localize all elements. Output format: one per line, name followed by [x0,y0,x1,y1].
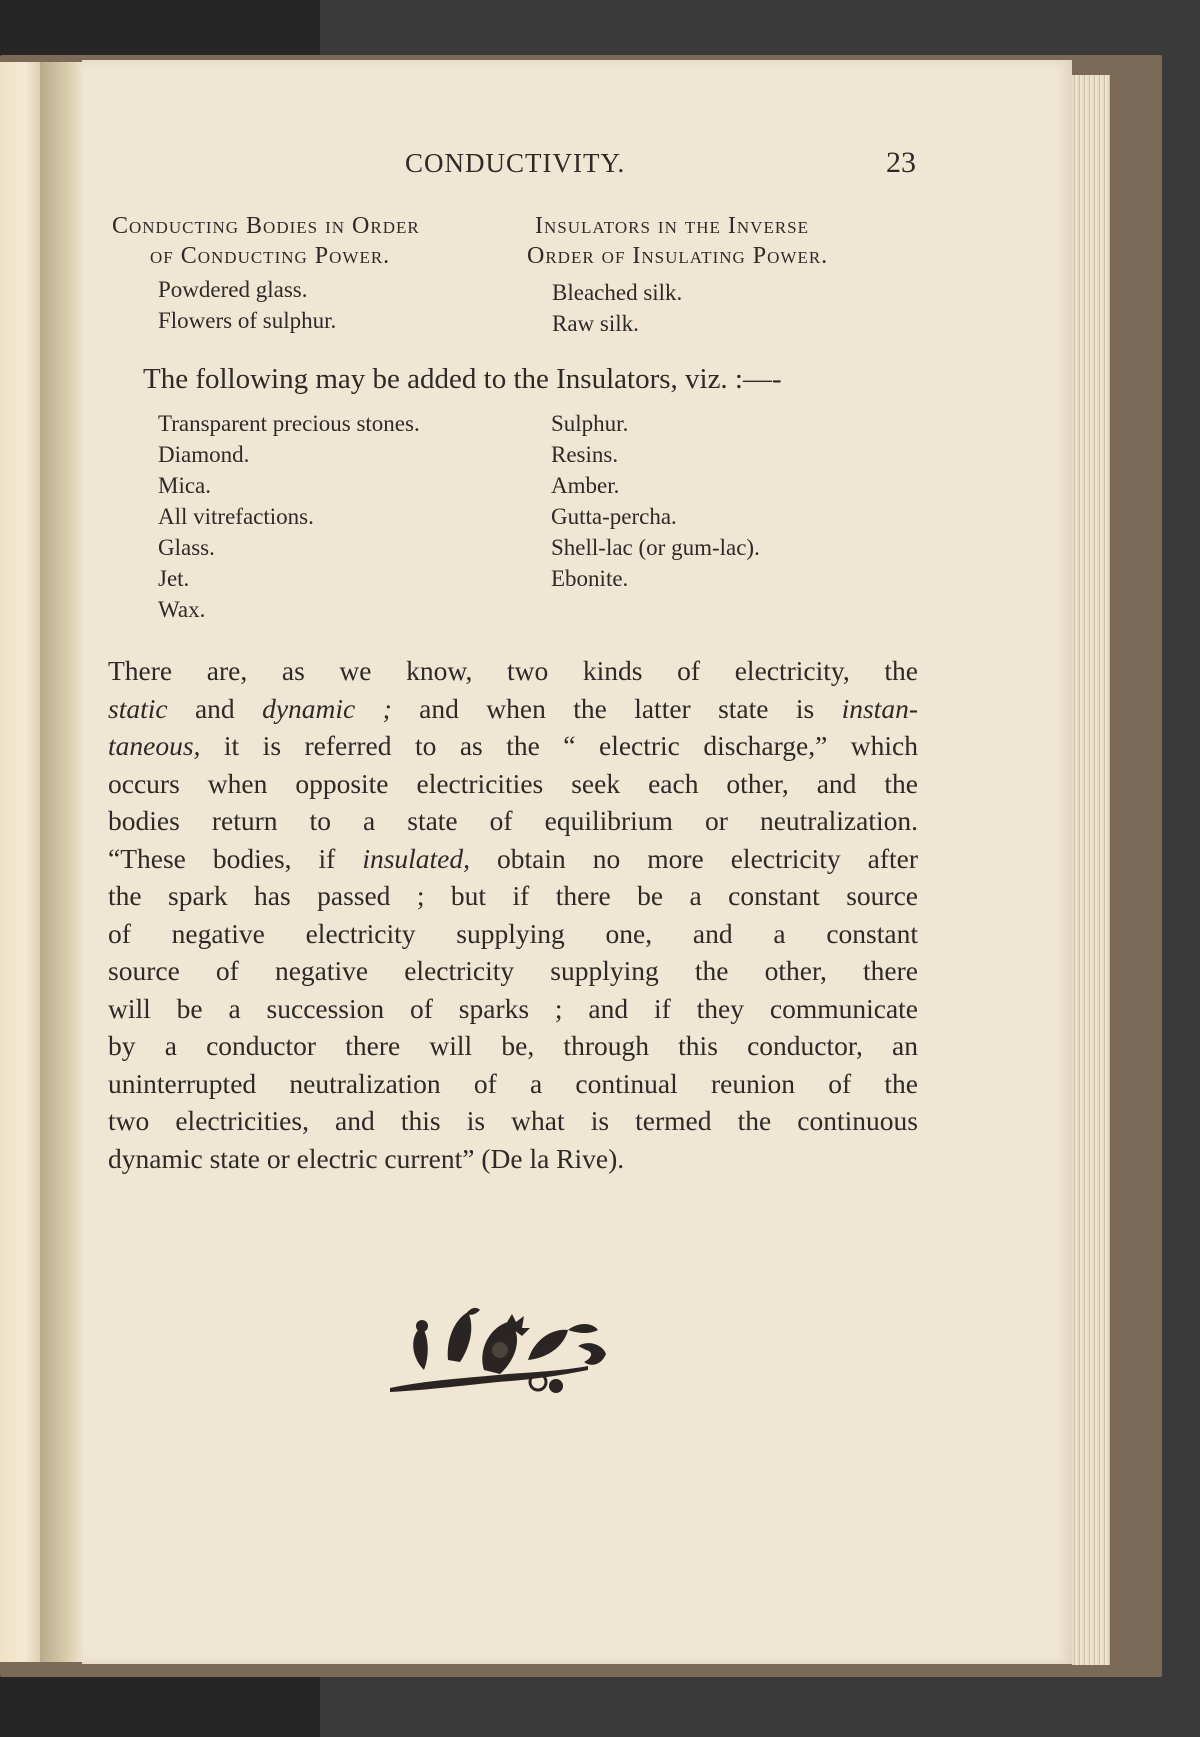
list-item: Amber. [551,473,620,498]
list-item: Ebonite. [551,566,629,591]
list-item: All vitrefactions. [158,504,314,529]
paragraph-line: the spark has passed ; but if there be a constant source [108,880,918,911]
paragraph-line: source of negative electricity supplying the other, there [108,955,918,986]
text-run: obtain no more electricity after [470,842,919,874]
text-run: “These bodies, if [108,842,363,874]
paragraph-line: two electricities, and this is what is termed the continuous [108,1105,918,1136]
list-item: Powdered glass. [158,277,308,302]
list-item: Bleached silk. [552,280,683,305]
list-item: Mica. [158,473,212,498]
paragraph-line: will be a succession of sparks ; and if they communicate [108,992,918,1024]
right-column-heading-line2: Order of Insulating Power. [527,243,829,269]
added-insulators-left-list [158,408,420,625]
paragraph-line: by a conductor there will be, through this conductor, an [108,1030,918,1061]
italic-static: static [108,692,168,724]
list-item: Flowers of sulphur. [158,308,337,333]
left-page-edge [0,62,42,1662]
text-run: it is referred to as the “ electric discharge,” which [200,730,918,761]
list-item: Sulphur. [551,411,629,436]
italic-dynamic: dynamic ; [262,692,392,724]
added-insulators-intro: The following may be added to the Insulators, viz. :—- [143,363,782,395]
added-insulators-right-list [551,408,760,594]
paragraph-line [108,840,918,878]
italic-insulated: insulated, [362,842,471,874]
paragraph-line: dynamic state or electric current” (De la Rive). [108,1142,625,1174]
italic-instantaneous: instan- [841,692,918,724]
list-item: Transparent precious stones. [158,411,420,436]
paragraph-line [108,690,918,728]
paragraph-line: of negative electricity supplying one, and a constant [108,917,918,949]
paragraph-line [108,727,918,765]
list-item: Glass. [158,535,215,560]
list-item: Shell-lac (or gum-lac). [551,535,760,560]
list-item: Wax. [158,597,206,622]
running-title: CONDUCTIVITY. [405,148,626,178]
italic-taneous: taneous, [108,730,201,761]
floral-ornament-icon [388,1300,638,1400]
list-item: Gutta-percha. [551,504,677,529]
list-item: Resins. [551,442,619,467]
left-column-heading-line1: Conducting Bodies in Order [112,213,420,239]
book-gutter [40,62,84,1662]
paragraph-line: occurs when opposite electricities seek each other, and the [108,767,918,799]
insulator-list [552,277,682,339]
body-paragraph [108,652,918,1177]
text-run: and when the latter state is [391,692,842,724]
right-column-heading-line1: Insulators in the Inverse [535,213,810,239]
page-edges [1072,75,1110,1665]
paragraph-line: uninterrupted neutralization of a continual reunion of the [108,1067,918,1099]
list-item: Raw silk. [552,311,639,336]
text-run: and [167,692,263,724]
paragraph-line: There are, as we know, two kinds of electricity, the [108,655,918,686]
list-item: Diamond. [158,442,250,467]
page-number: 23 [886,146,916,179]
left-column-heading-line2: of Conducting Power. [150,243,391,269]
paragraph-line: bodies return to a state of equilibrium or neutralization. [108,805,918,836]
conductor-list [158,274,336,336]
list-item: Jet. [158,566,190,591]
